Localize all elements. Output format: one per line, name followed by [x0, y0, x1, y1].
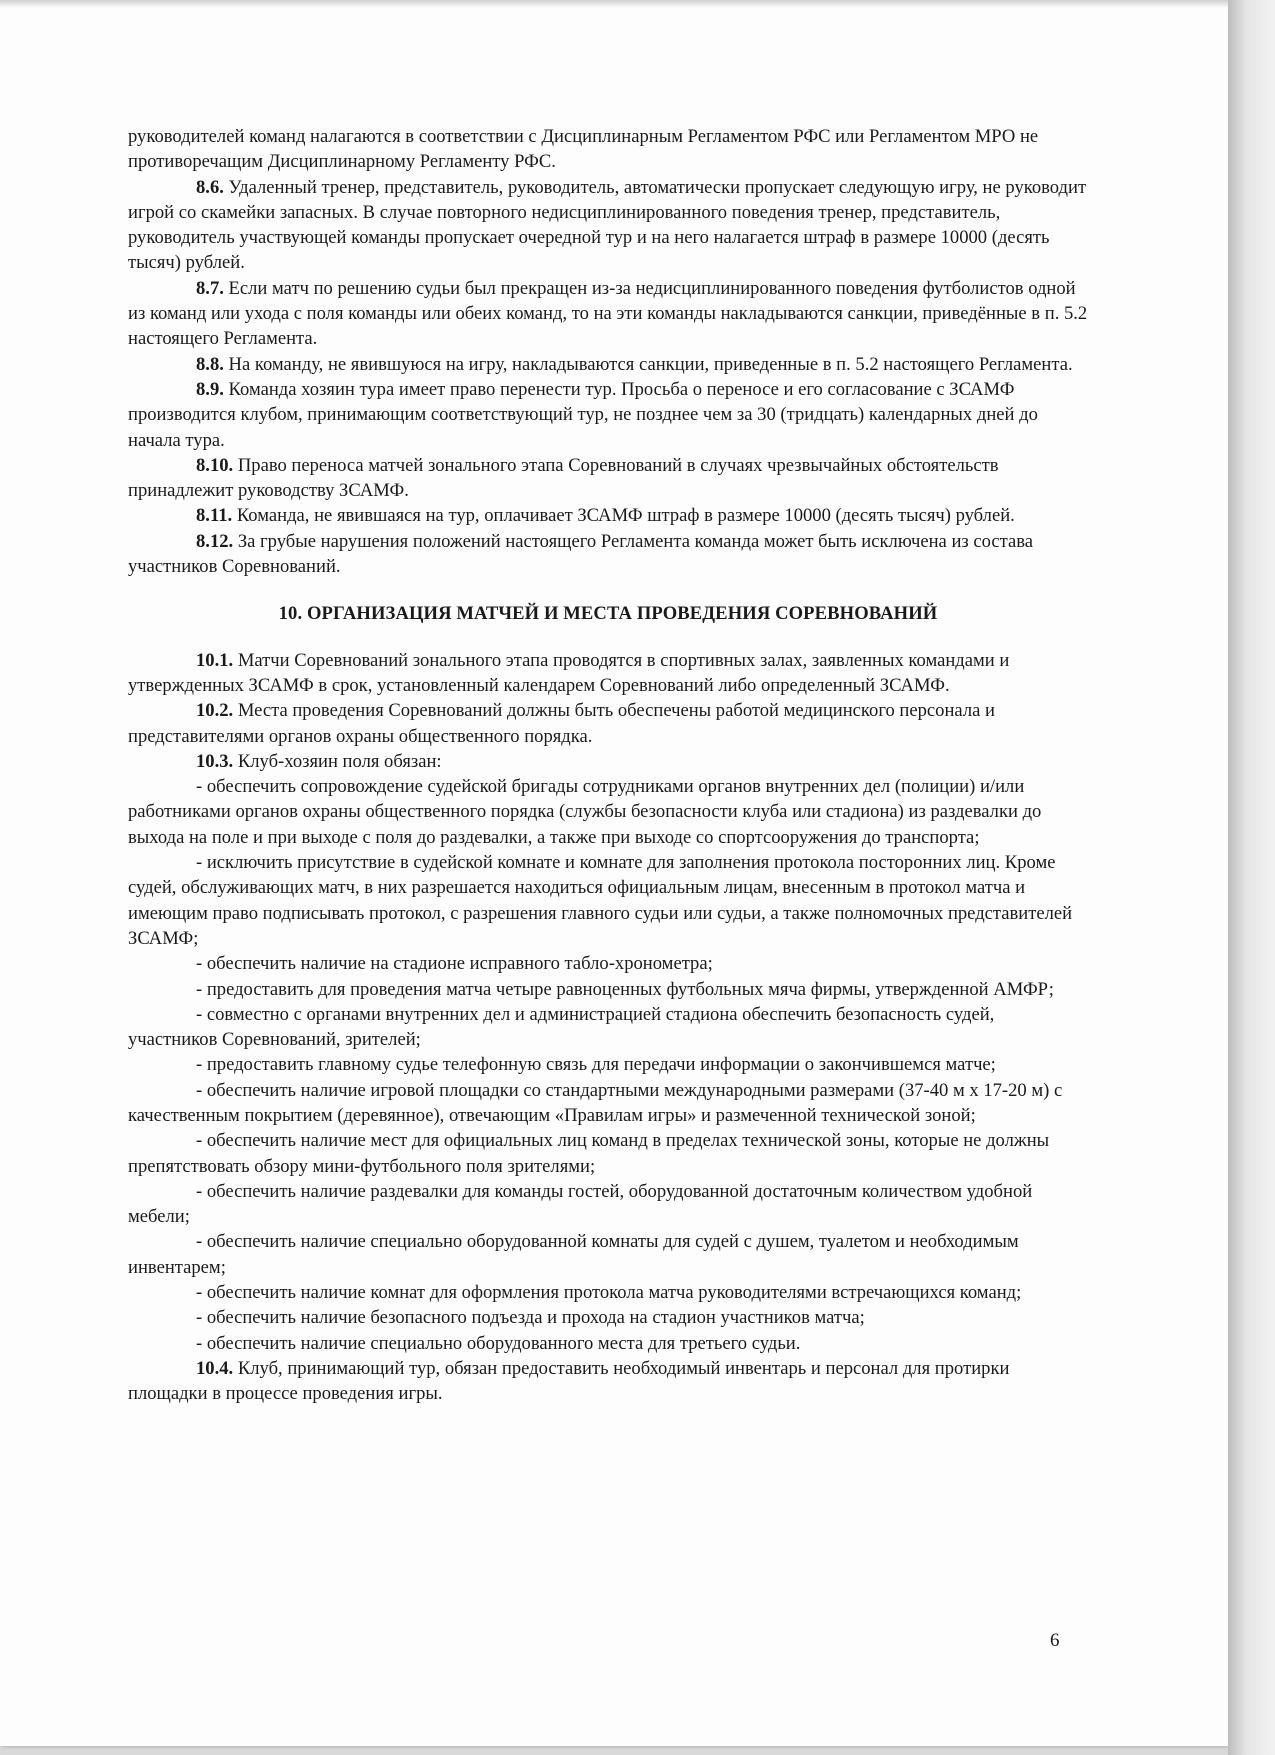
duty-item: - обеспечить наличие комнат для оформления протокола матча руководителями встречающихся команд; — [196, 1282, 1022, 1304]
clause-text: Команда хозяин тура имеет право перенести тур. Просьба о переносе и его согласование с ЗСАМФ производится клубом, принимающим соответствующий тур, не позднее чем за 30 (тридцать) календарных дней до начала тура. — [128, 378, 1038, 451]
duty-item: - предоставить главному судье телефонную связь для передачи информации о закончившемся матче; — [196, 1054, 996, 1076]
duty-item: - обеспечить сопровождение судейской бригады сотрудниками органов внутренних дел (полиции) и/или работниками органов охраны общественного порядка (службы безопасности клуба или стадиона) из раздевалки до выхода на поле и при выходе с поля до раздевалки, а также при выходе со спортсооружения до транспорта; — [128, 776, 1042, 848]
scan-shadow — [0, 0, 1228, 8]
clause-10-1 — [128, 648, 1088, 699]
duty-item: - обеспечить наличие игровой площадки со стандартными международными размерами (37-40 м х 17-20 м) с качественным покрытием (деревянное), отвечающим «Правилам игры» и размеченной технической зоной; — [128, 1079, 1063, 1126]
clause-8-8 — [128, 352, 1088, 377]
clause-number: 10.2. — [196, 700, 234, 722]
duty-item: - обеспечить наличие специально оборудованного места для третьего судьи. — [196, 1332, 801, 1354]
clause-text: Команда, не явившаяся на тур, оплачивает ЗСАМФ штраф в размере 10000 (десять тысяч) рублей. — [236, 505, 1015, 527]
clause-number: 8.7. — [196, 277, 224, 299]
clause-number: 10.4. — [196, 1357, 234, 1379]
duty-item: - совместно с органами внутренних дел и администрацией стадиона обеспечить безопасность судей, участников Соревнований, зрителей; — [128, 1003, 995, 1051]
clause-text: Право переноса матчей зонального этапа Соревнований в случаях чрезвычайных обстоятельств принадлежит руководству ЗСАМФ. — [128, 454, 999, 502]
duty-item: - обеспечить наличие на стадионе исправного табло-хронометра; — [196, 953, 713, 975]
clause-10-3 — [128, 749, 1088, 774]
clause-number: 8.6. — [196, 176, 224, 198]
clause-number: 8.11. — [196, 505, 233, 527]
section-10-heading: 10. ОРГАНИЗАЦИЯ МАТЧЕЙ И МЕСТА ПРОВЕДЕНИЯ СОРЕВНОВАНИЙ — [278, 603, 938, 625]
page-number: 6 — [1050, 1630, 1060, 1651]
clause-text: Клуб, принимающий тур, обязан предоставить необходимый инвентарь и персонал для протирки площадки в процессе проведения игры. — [128, 1357, 1010, 1405]
scan-edge — [1228, 0, 1275, 1755]
clause-text: Матчи Соревнований зонального этапа проводятся в спортивных залах, заявленных командами и утвержденных ЗСАМФ в срок, установленный календарем Соревнований либо определенный ЗСАМФ. — [128, 649, 1010, 696]
clause-number: 8.8. — [196, 353, 224, 375]
clause-text: За грубые нарушения положений настоящего Регламента команда может быть исключена из состава участников Соревнований. — [128, 530, 1034, 578]
duty-item: - обеспечить наличие раздевалки для команды гостей, оборудованной достаточным количеством удобной мебели; — [128, 1180, 1033, 1228]
page-content — [128, 124, 1088, 1407]
duty-item: - исключить присутствие в судейской комнате и комнате для заполнения протокола посторонних лиц. Кроме судей, обслуживающих матч, в них разрешается находиться официальным лицам, внесенным в протокол матча и имеющим право подписывать протокол, с разрешения главного судьи или судьи, а также полномочных представителей ЗСАМФ; — [128, 852, 1073, 949]
clause-10-2 — [128, 698, 1088, 749]
intro-paragraph: руководителей команд налагаются в соответствии с Дисциплинарным Регламентом РФС или Регламентом МРО не противоречащим Дисциплинарному Регламенту РФС. — [128, 126, 1039, 173]
clause-8-12 — [128, 529, 1088, 580]
clause-number: 8.12. — [196, 530, 234, 552]
clause-text: Клуб-хозяин поля обязан: — [237, 750, 442, 772]
clause-10-4 — [128, 1356, 1088, 1407]
clause-text: Места проведения Соревнований должны быть обеспечены работой медицинского персонала и представителями органов охраны общественного порядка. — [128, 700, 995, 747]
duty-item: - обеспечить наличие специально оборудованной комнаты для судей с душем, туалетом и необходимым инвентарем; — [128, 1231, 1019, 1278]
duty-item: - обеспечить наличие мест для официальных лиц команд в пределах технической зоны, которые не должны препятствовать обзору мини-футбольного поля зрителями; — [128, 1130, 1050, 1177]
duty-item: - обеспечить наличие безопасного подъезда и прохода на стадион участников матча; — [196, 1307, 865, 1329]
clause-text: Удаленный тренер, представитель, руководитель, автоматически пропускает следующую игру, не руководит игрой со скамейки запасных. В случае повторного недисциплинированного поведения тренер, представитель, руководитель участвующей команды пропускает очередной тур и на него налагается штраф в размере 10000 (десять тысяч) рублей. — [128, 176, 1087, 274]
clause-number: 10.1. — [196, 649, 234, 671]
duty-item: - предоставить для проведения матча четыре равноценных футбольных мяча фирмы, утвержденной АМФР; — [196, 978, 1054, 1000]
clause-text: Если матч по решению судьи был прекращен из-за недисциплинированного поведения футболистов одной из команд или ухода с поля команды или обеих команд, то на эти команды накладываются санкции, приведённые в п. 5.2 настоящего Регламента. — [128, 277, 1088, 350]
clause-number: 10.3. — [196, 750, 234, 772]
clause-8-6 — [128, 175, 1088, 276]
clause-8-11 — [128, 503, 1088, 528]
clause-8-7 — [128, 276, 1088, 352]
clause-text: На команду, не явившуюся на игру, накладываются санкции, приведенные в п. 5.2 настоящего Регламента. — [228, 353, 1073, 375]
clause-number: 8.10. — [196, 454, 234, 476]
clause-8-10 — [128, 453, 1088, 504]
clause-number: 8.9. — [196, 378, 224, 400]
clause-8-9 — [128, 377, 1088, 453]
